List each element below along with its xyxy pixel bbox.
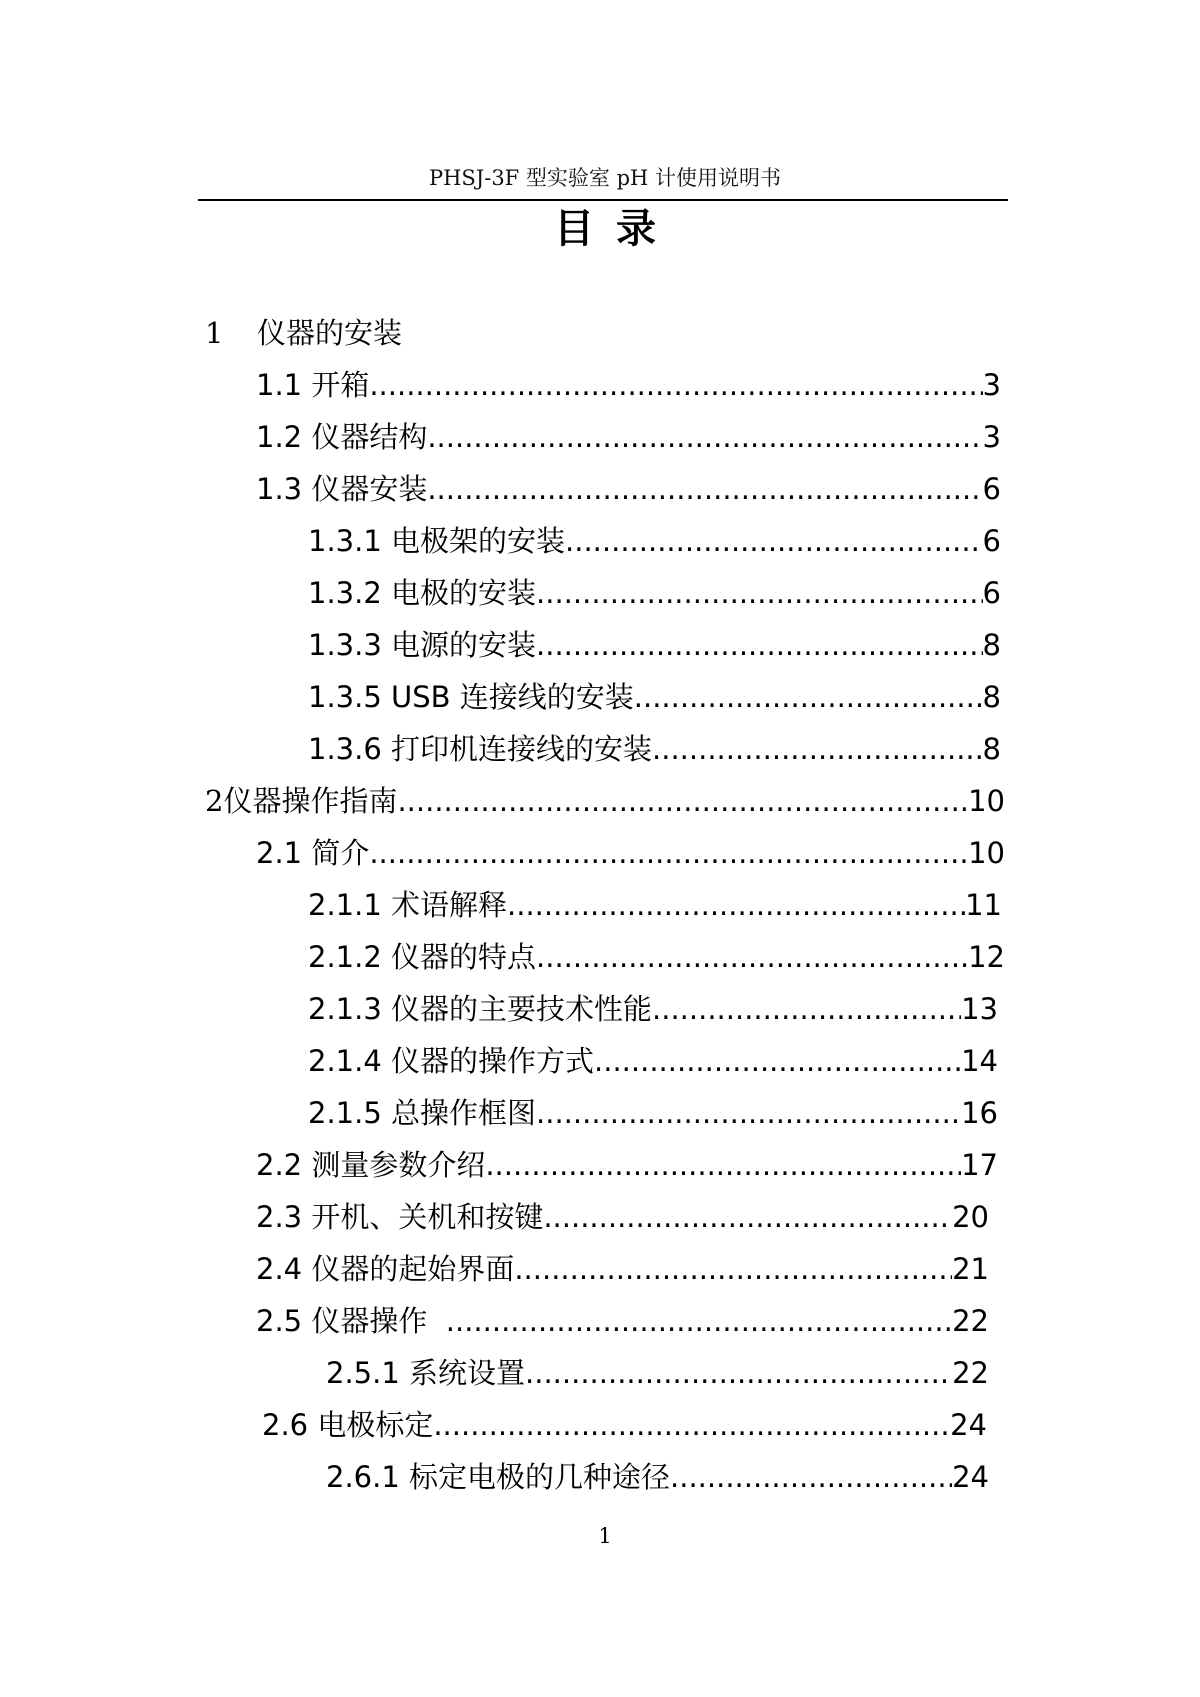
toc-entry-label: 1.3.2 电极的安装 bbox=[308, 576, 537, 610]
toc-entry-2-1-5[interactable] bbox=[308, 1093, 998, 1133]
toc-entry-label: 2.5 仪器操作 bbox=[256, 1304, 446, 1338]
toc-entry-2-4[interactable] bbox=[256, 1249, 989, 1289]
toc-entry-label: 2.2 测量参数介绍 bbox=[256, 1148, 486, 1182]
toc-entry-label: 2.1.5 总操作框图 bbox=[308, 1096, 537, 1130]
toc-page-number: 11 bbox=[965, 888, 1002, 922]
toc-page-number: 24 bbox=[950, 1408, 987, 1442]
toc-leader bbox=[565, 521, 983, 561]
toc-page-number: 17 bbox=[961, 1148, 998, 1182]
toc-leader bbox=[427, 417, 982, 457]
toc-entry-label: 2.6 电极标定 bbox=[262, 1408, 434, 1442]
toc-entry-label: 2.1.3 仪器的主要技术性能 bbox=[308, 992, 653, 1026]
toc-entry-label: 2.4 仪器的起始界面 bbox=[256, 1252, 515, 1286]
toc-entry-label: 1.1 开箱 bbox=[256, 368, 370, 402]
toc-entry-label: 2.1 简介 bbox=[256, 836, 370, 870]
toc-entry-1-3-1[interactable] bbox=[308, 521, 1001, 561]
toc-page-number: 8 bbox=[982, 680, 1001, 714]
toc-entry-2-1-1[interactable] bbox=[308, 885, 1002, 925]
toc-entry-2-1-4[interactable] bbox=[308, 1041, 998, 1081]
toc-leader bbox=[433, 1405, 950, 1445]
toc-entry-1-2[interactable] bbox=[256, 417, 1001, 457]
toc-leader bbox=[536, 1093, 961, 1133]
toc-entry-2-5[interactable] bbox=[256, 1301, 989, 1341]
toc-leader bbox=[427, 469, 982, 509]
toc-page-number: 10 bbox=[968, 836, 1005, 870]
toc-leader bbox=[397, 781, 968, 821]
running-header: PHSJ-3F 型实验室 pH 计使用说明书 bbox=[428, 166, 782, 190]
toc-entry-label: 1.3 仪器安装 bbox=[256, 472, 428, 506]
toc-entry-label: 1.2 仪器结构 bbox=[256, 420, 428, 454]
toc-leader bbox=[536, 573, 983, 613]
toc-leader bbox=[446, 1301, 952, 1341]
toc-page-number: 24 bbox=[952, 1460, 989, 1494]
toc-entry-1-3-3[interactable] bbox=[308, 625, 1001, 665]
toc-page-number: 8 bbox=[982, 628, 1001, 662]
toc-title: 目录 bbox=[554, 206, 678, 252]
toc-page-number: 10 bbox=[968, 784, 1005, 818]
toc-page-number: 22 bbox=[952, 1304, 989, 1338]
toc-entry-2-6[interactable] bbox=[262, 1405, 987, 1445]
page-number: 1 bbox=[598, 1524, 612, 1548]
toc-entry-label: 1.3.3 电源的安装 bbox=[308, 628, 537, 662]
toc-leader bbox=[369, 833, 968, 873]
toc-leader bbox=[543, 1197, 952, 1237]
toc-page-number: 8 bbox=[982, 732, 1001, 766]
toc-leader bbox=[369, 365, 982, 405]
toc-page-number: 20 bbox=[952, 1200, 989, 1234]
toc-entry-2-1-3[interactable] bbox=[308, 989, 998, 1029]
toc-chapter-number: 1 bbox=[205, 316, 224, 350]
toc-page-number: 12 bbox=[968, 940, 1005, 974]
header-rule bbox=[198, 199, 1008, 201]
toc-entry-1-1[interactable] bbox=[256, 365, 1001, 405]
toc-page-number: 22 bbox=[952, 1356, 989, 1390]
toc-page-number: 16 bbox=[961, 1096, 998, 1130]
toc-entry-label: 1.3.1 电极架的安装 bbox=[308, 524, 566, 558]
toc-page-number: 14 bbox=[961, 1044, 998, 1078]
toc-entry-label: 2.5.1 系统设置 bbox=[326, 1356, 526, 1390]
toc-entry-1-3-2[interactable] bbox=[308, 573, 1001, 613]
toc-entry-2-5-1[interactable] bbox=[326, 1353, 989, 1393]
toc-leader bbox=[536, 937, 968, 977]
toc-page-number: 6 bbox=[982, 524, 1001, 558]
toc-entry-label: 2.3 开机、关机和按键 bbox=[256, 1200, 544, 1234]
toc-chapter-label: 仪器操作指南 bbox=[223, 784, 398, 818]
toc-chapter-2[interactable] bbox=[205, 781, 1005, 821]
toc-entry-label: 2.6.1 标定电极的几种途径 bbox=[326, 1460, 671, 1494]
toc-entry-2-1-2[interactable] bbox=[308, 937, 1005, 977]
toc-leader bbox=[670, 1457, 952, 1497]
toc-leader bbox=[485, 1145, 961, 1185]
toc-entry-1-3[interactable] bbox=[256, 469, 1001, 509]
toc-leader bbox=[507, 885, 965, 925]
toc-page-number: 3 bbox=[982, 368, 1001, 402]
toc-entry-2-3[interactable] bbox=[256, 1197, 989, 1237]
toc-leader bbox=[634, 677, 983, 717]
toc-entry-2-2[interactable] bbox=[256, 1145, 998, 1185]
toc-leader bbox=[514, 1249, 952, 1289]
toc-entry-label: 1.3.5 USB 连接线的安装 bbox=[308, 680, 634, 714]
toc-chapter-number: 2 bbox=[205, 784, 224, 818]
toc-leader bbox=[594, 1041, 961, 1081]
toc-leader bbox=[536, 625, 983, 665]
toc-leader bbox=[652, 989, 961, 1029]
toc-entry-1-3-5[interactable] bbox=[308, 677, 1001, 717]
toc-entry-label: 2.1.2 仪器的特点 bbox=[308, 940, 537, 974]
toc-entry-1-3-6[interactable] bbox=[308, 729, 1001, 769]
toc-entry-label: 2.1.1 术语解释 bbox=[308, 888, 508, 922]
toc-entry-2-6-1[interactable] bbox=[326, 1457, 989, 1497]
toc-page-number: 13 bbox=[961, 992, 998, 1026]
toc-page-number: 6 bbox=[982, 472, 1001, 506]
toc-page-number: 6 bbox=[982, 576, 1001, 610]
toc-leader bbox=[652, 729, 983, 769]
toc-chapter-label: 仪器的安装 bbox=[257, 316, 403, 350]
toc-leader bbox=[525, 1353, 952, 1393]
toc-entry-2-1[interactable] bbox=[256, 833, 1005, 873]
toc-page-number: 21 bbox=[952, 1252, 989, 1286]
toc-chapter-1[interactable] bbox=[205, 313, 805, 353]
toc-page-number: 3 bbox=[982, 420, 1001, 454]
toc-entry-label: 1.3.6 打印机连接线的安装 bbox=[308, 732, 653, 766]
toc-entry-label: 2.1.4 仪器的操作方式 bbox=[308, 1044, 595, 1078]
